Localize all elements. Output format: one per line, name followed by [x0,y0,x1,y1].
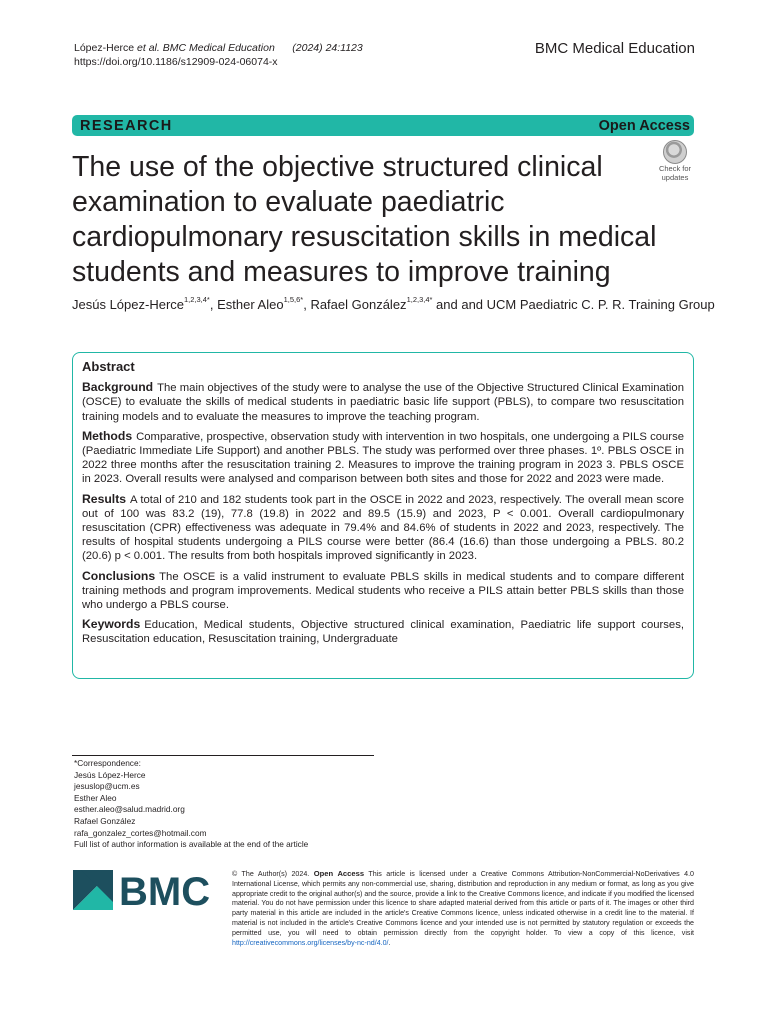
open-access-label: Open Access [598,117,690,134]
abstract-methods [82,429,684,487]
section-label: RESEARCH [80,117,173,134]
copyright: © The Author(s) 2024. [232,870,310,878]
citation-line [74,41,363,55]
citation-block [74,41,363,69]
license-end: . [388,938,391,947]
correspondence-email[interactable]: rafa_gonzalez_cortes@hotmail.com [74,827,207,838]
section-text: A total of 210 and 182 students took part in the OSCE in 2022 and 2023, respectively. The overall mean score out of 100 was 83.2 (19), 77.8 (19.8) in 2022 and 89.5 (15.9) and 2023, P < 0.001. Overall cardiopulmonary resuscitation (CPR) effectiveness was adequate in 79.4% and 84.6% of students in 2022 and 2023, respectively. The results of hospital students undergoing a PILS course were better (86.4 (16.6) than those undergoing a PBLS. 80.2 (20.6) p < 0.001. The results from both hospitals improved significantly in 2023. [82,493,684,563]
bmc-logo [73,870,213,910]
correspondence-name: Jesús López-Herce [74,769,146,780]
author-name: Esther Aleo [217,297,284,312]
section-label-background: Background [82,380,154,395]
section-label-keywords: Keywords [82,617,141,632]
license-text [232,869,694,948]
license-link[interactable]: http://creativecommons.org/licenses/by-nc-nd/4.0/ [232,938,389,947]
section-label-methods: Methods [82,428,133,443]
author-list: Jesús López-Herce$^{1,2,3,4*}$, Esther Aleo$^{1,5,6*}$, Rafael González$^{1,2,3,4*}$ and and UCM Paediatric C. P. R. Training Group [72,295,715,312]
citation-year: (2024) 24:1123 [292,42,363,54]
author-group: and and UCM Paediatric C. P. R. Training Group [436,297,715,312]
section-text: Comparative, prospective, observation study with intervention in two hospitals, one undergoing a PILS course (Paediatric Immediate Life Support) and another PBLS. The study was performed over three phases. 1º. PBLS OSCE in 2022 three months after the resuscitation training 2. Measures to improve the training program in 2023 3. PBLS OSCE in 2023. Overall results were analysed and comparison between both sites and those for 2022 and 2023 were made. [82,430,684,486]
section-text: The OSCE is a valid instrument to evaluate PBLS skills in medical students and to compare different training methods and program improvements. Medical students who receive a PILS attain better PBLS skills than those who undergo a PBLS course. [82,570,684,612]
abstract-box [72,352,694,679]
correspondence-name: Esther Aleo [74,792,117,803]
correspondence-block [74,758,308,851]
bmc-logo-text: BMC [119,870,211,910]
doi-link[interactable]: https://doi.org/10.1186/s12909-024-06074-x [74,56,278,68]
author-affiliation: 1,2,3,4* [184,295,210,304]
footnote-divider [72,755,374,756]
check-updates-icon [663,140,687,164]
section-label-results: Results [82,491,127,506]
correspondence-email[interactable]: esther.aleo@salud.madrid.org [74,804,185,815]
section-text: Education, Medical students, Objective structured clinical examination, Paediatric life support courses, Resuscitation education, Resuscitation training, Undergraduate [82,619,684,646]
author-name: Rafael González [310,297,407,312]
author-affiliation: 1,5,6* [283,295,304,304]
badge-line-1: Check for [658,164,692,173]
citation-authors: López-Herce [74,42,135,54]
author-affiliation: 1,2,3,4* [406,295,433,304]
article-title: The use of the objective structured clinical examination to evaluate paediatric cardiopulmonary resuscitation skills in medical students and measures to improve training [72,151,657,288]
correspondence-email[interactable]: jesuslop@ucm.es [74,781,140,792]
abstract-results [82,492,684,564]
badge-line-2: updates [661,173,689,182]
journal-name: BMC Medical Education [534,40,695,57]
abstract-background [82,380,684,424]
check-for-updates-badge[interactable] [654,140,696,182]
citation-etal: et al. BMC Medical Education [137,42,275,54]
author-info-note: Full list of author information is available at the end of the article [74,839,309,850]
abstract-conclusions [82,569,684,613]
license-body: This article is licensed under a Creative Commons Attribution-NonCommercial-NoDerivatives 4.0 International License, which permits any non-commercial use, sharing, distribution and reproduction in any medium or format, as long as you give appropriate credit to the original author(s) and the source, provide a link to the Creative Commons licence, and indicate if you modified the licensed material. You do not have permission under this licence to share adapted material derived from this article or parts of it. The images or other third party material in this article are included in the article's Creative Commons licence, unless indicated otherwise in a credit line to the material. If material is not included in the article's Creative Commons licence and your intended use is not permitted by statutory regulation or exceeds the permitted use, you will need to obtain permission directly from the copyright holder. To view a copy of this licence, visit [232,870,694,937]
license-open-access: Open Access [313,869,365,878]
abstract-heading: Abstract [82,359,135,374]
author-name: Jesús López-Herce [72,297,184,312]
section-banner [72,115,694,136]
correspondence-name: Rafael González [74,815,136,826]
abstract-keywords [82,617,684,646]
section-label-conclusions: Conclusions [82,568,156,583]
correspondence-label: *Correspondence: [74,758,141,768]
section-text: The main objectives of the study were to analyse the use of the Objective Structured Clinical Examination (OSCE) to evaluate the skills of medical students in paediatric basic life support (PBLS), to compare two resuscitation training models and to evaluate the measures to improve the teaching program. [82,382,684,423]
